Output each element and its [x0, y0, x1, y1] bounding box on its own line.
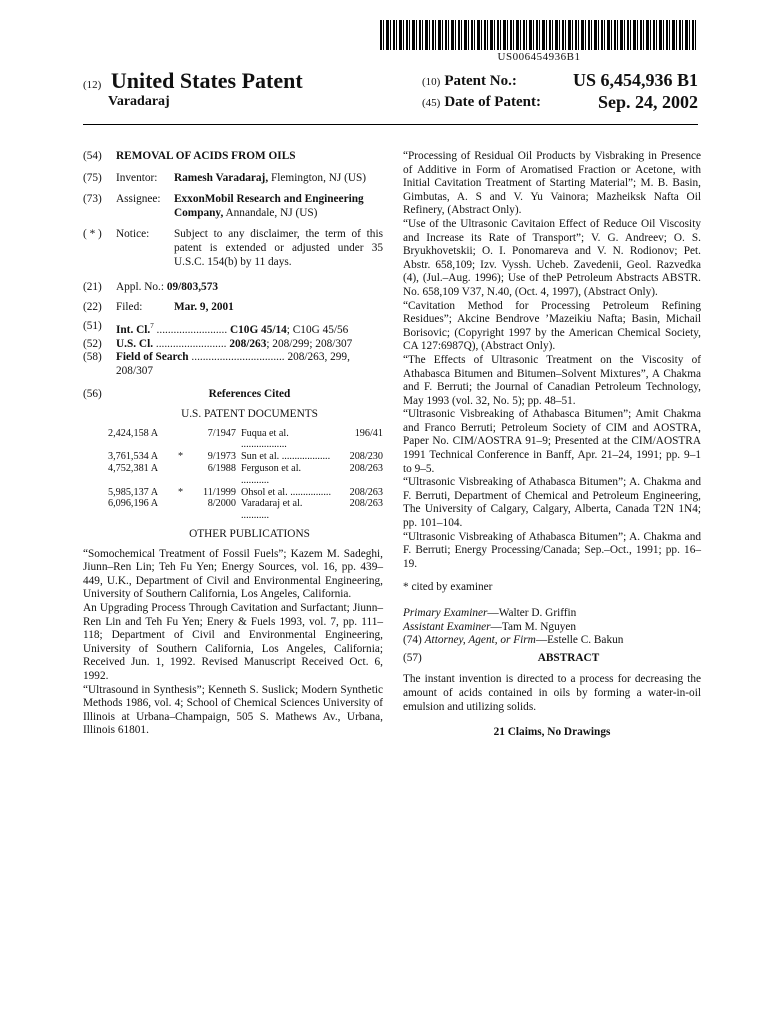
table-row: [108, 451, 383, 463]
search-field: [83, 351, 383, 378]
patent-date: Sep. 24, 2002: [597, 92, 698, 112]
field-label: Notice:: [116, 228, 150, 241]
ref-date: 8/2000: [207, 498, 236, 510]
ref-number: 5,985,137 A: [108, 486, 159, 498]
field-code: (52): [83, 337, 102, 350]
field-code: (22): [83, 300, 102, 313]
invention-title: REMOVAL OF ACIDS FROM OILS: [116, 150, 296, 162]
field-label: Appl. No.:: [116, 281, 165, 294]
field-code: (58): [83, 351, 102, 364]
ref-star: [178, 498, 196, 522]
document-title: [83, 68, 303, 94]
ref-name: Fuqua et al.: [241, 427, 289, 439]
field-code: (54): [83, 150, 102, 162]
leader-dots: .........................: [153, 337, 227, 350]
left-column: [83, 150, 383, 738]
patent-no-label: [422, 73, 517, 90]
intcl-primary: C10G 45/14: [229, 324, 287, 337]
right-column: [403, 150, 701, 740]
inventor-name: Ramesh Varadaraj,: [174, 171, 269, 184]
abstract-heading-row: [403, 652, 701, 666]
table-row: [108, 498, 383, 522]
publication-entry: “Processing of Residual Oil Products by Visbraking in Presence of Additive in Form of Aromatised Fraction or Acetone, with Initial Cavitation Treatment of Starting Material”; M. B. Basin, Gimbutas, A. S and V. Yu Vainora; Mazheiksk Nafta Oil Refinery, (Abstract Only).: [403, 150, 701, 217]
ref-number: 2,424,158 A: [108, 427, 159, 439]
us-patents-heading: U.S. PATENT DOCUMENTS: [181, 408, 318, 421]
abstract-text: The instant invention is directed to a process for decreasing the amount of acids contained in oils by forming a water-in-oil emulsion and utilizing solids.: [403, 673, 701, 713]
primary-examiner-name: —Walter D. Griffin: [487, 607, 577, 619]
ref-class: 208/263: [349, 486, 383, 498]
publication-entry: “Cavitation Method for Processing Petroleum Refining Residues”; Akcine Bendrove ’Mazeikiu Nafta; Basin, Michail Borisovic; (Copyright 1997 by the American Chemical Society, CA 127:6987Q), (Abstract Only).: [403, 299, 701, 353]
intcl-edition: 7: [150, 322, 154, 331]
ref-name: Ferguson et al.: [241, 463, 302, 475]
patent-no-label-text: Patent No.:: [444, 73, 517, 89]
assignee-field: [83, 193, 383, 220]
ref-name-cell: [241, 463, 331, 487]
ref-name-cell: [241, 498, 331, 522]
ref-class: 196/41: [354, 427, 383, 439]
notice-text: Subject to any disclaimer, the term of this patent is extended or adjusted under 35 U.S.C. 154(b) by 11 days.: [174, 228, 383, 268]
assignee-place: Annandale, NJ (US): [225, 206, 318, 219]
publication-entry: “Ultrasonic Visbreaking of Athabasca Bitumen”; A. Chakma and F. Berruti, Department of Chemical and Petroleum Engineering, The University of Calgary, Calgary, Alberta, Canada T2N 1N4; pp. 101–104.: [403, 476, 701, 530]
assistant-examiner-name: —Tam M. Nguyen: [490, 620, 577, 633]
field-label: Inventor:: [116, 171, 158, 184]
field-code: ( * ): [83, 228, 102, 241]
doc-title-text: United States Patent: [110, 68, 303, 93]
ref-number: 4,752,381 A: [108, 463, 159, 475]
ref-name: Sun et al.: [241, 451, 280, 463]
leader-dots: ..................: [241, 439, 287, 451]
inventor-surname: Varadaraj: [108, 94, 170, 109]
date-label-text: Date of Patent:: [444, 94, 541, 110]
ref-number: 3,761,534 A: [108, 451, 159, 463]
publication-entry: “Somochemical Treatment of Fossil Fuels”; Kazem M. Sadeghi, Jiunn–Ren Lin; Teh Fu Yen; Energy Sources, vol. 16, pp. 439–449, U.K., Department of Civil and Environmental Engineering, University of Southern California, Los Angeles, California.: [83, 547, 383, 601]
field-label: U.S. Cl.: [116, 337, 154, 350]
leader-dots: ...................: [279, 451, 331, 463]
publication-entry: “The Effects of Ultrasonic Treatment on the Viscosity of Athabasca Bitumen and Bitumen–Solvent Mixtures”, A Chakma and F. Berruti; the Journal of Canadian Petroleum Technology, May 1993 (vol. 32, No. 5); pp. 48–51.: [403, 353, 701, 407]
publication-entry: An Upgrading Process Through Cavitation and Surfactant; Jiunn–Ren Lin and Teh Fu Yen; Enery & Fuels 1993, vol. 7, pp. 111–118; Department of Civil and Environmental Engineering, University of Southern California, Los Angeles, California; Received Jun. 1, 1992. Revised Manuscript Received Oct. 6, 1992.: [83, 602, 383, 682]
inventor-field: [83, 172, 383, 186]
field-label: Filed:: [116, 300, 143, 313]
ref-date: 7/1947: [207, 427, 236, 439]
leader-dots: .................................: [188, 351, 285, 364]
field-code: (74): [403, 634, 422, 647]
ref-class: 208/263: [349, 463, 383, 475]
assignee-name: ExxonMobil Research and Engineering Company,: [174, 193, 364, 219]
uscl-field: [83, 338, 383, 352]
references-heading-row: [83, 388, 383, 402]
publication-entry: “Ultrasound in Synthesis”; Kenneth S. Suslick; Modern Synthetic Methods 1986, vol. 4; School of Chemical Sciences University of Illinois at Urbana–Champaign, 505 S. Mathews Av., Urbana, Illinois 61801.: [83, 683, 383, 737]
filed-field: [83, 301, 383, 315]
other-publications-heading: OTHER PUBLICATIONS: [189, 528, 310, 541]
header-rule: [83, 124, 698, 125]
ref-star: *: [178, 451, 184, 463]
publication-entry: “Ultrasonic Visbreaking of Athabasca Bitumen”; Amit Chakma and Franco Berruti; Petroleum Society of CIM and AOSTRA, Paper No. CIM/AOSTRA 91–9; Presented at the CIM/AOSTRA 1991 Technical Conference in Banff, Apr. 21–24, 1991; pp. 9–1 to 9–5.: [403, 408, 701, 475]
ref-name-cell: [241, 451, 331, 463]
primary-examiner: [403, 607, 701, 621]
table-row: [108, 428, 383, 452]
inventor-place: Flemington, NJ (US): [270, 171, 367, 184]
attorney-name: —Estelle C. Bakun: [535, 634, 624, 647]
ref-star: *: [178, 486, 184, 498]
abstract-heading: ABSTRACT: [537, 651, 600, 664]
date-label: [422, 94, 541, 111]
cited-note: * cited by examiner: [403, 581, 493, 594]
field-label: Field of Search: [116, 351, 189, 364]
leader-dots: ................: [287, 486, 331, 498]
claims-summary: 21 Claims, No Drawings: [493, 726, 611, 739]
filed-date: Mar. 9, 2001: [174, 300, 234, 313]
doc-code: (12): [83, 79, 102, 91]
attorney: [403, 634, 701, 648]
ref-date: 9/1973: [207, 451, 236, 463]
field-code: (75): [83, 171, 102, 184]
patent-number: US 6,454,936 B1: [572, 70, 698, 90]
ref-class: 208/230: [349, 451, 383, 463]
uscl-secondary: ; 208/299; 208/307: [266, 337, 353, 350]
field-code: (21): [83, 281, 102, 294]
ref-star: [178, 463, 196, 487]
assistant-examiner: [403, 621, 701, 635]
appl-field: [83, 281, 383, 295]
ref-name-cell: [241, 428, 331, 452]
appl-number: 09/803,573: [166, 281, 218, 294]
table-row: [108, 463, 383, 487]
barcode: [380, 20, 698, 50]
ref-date: 6/1988: [207, 463, 236, 475]
publication-entry: “Use of the Ultrasonic Cavitaion Effect of Reduce Oil Viscosity and Increase its Rate of Transport”; V. G. Andreev; O. S. Bryukhovetskii; O. I. Ponomareva and V. N. Rodionov; Pet. Abstr. 658,109; Izv. Vyssh. Ucheb. Zavedenii, Geol. Razvedka (4), (Jul.–Aug. 1996); Use of theP Petroleum Abstracts ABSTR. No. 658,109 V37, N.40, (Oct. 4, 1997), (Abstract Only).: [403, 217, 701, 298]
ref-name: Ohsol et al.: [241, 486, 288, 498]
field-label: Assignee:: [116, 193, 161, 206]
intcl-secondary: ; C10G 45/56: [286, 324, 349, 337]
ref-star: [178, 428, 196, 452]
date-code: (45): [422, 97, 441, 109]
reference-table: [83, 428, 383, 522]
primary-examiner-label: Primary Examiner: [403, 607, 488, 619]
ref-number: 6,096,196 A: [108, 498, 159, 510]
table-row: [108, 487, 383, 499]
references-heading: References Cited: [208, 388, 291, 401]
leader-dots: .........................: [153, 324, 228, 337]
ref-date: 11/1999: [202, 486, 236, 498]
field-code: (56): [83, 388, 102, 401]
ref-class: 208/263: [349, 498, 383, 510]
publication-entry: “Ultrasonic Visbreaking of Athabasca Bitumen”; A. Chakma and F. Berruti; Energy Processing/Canada; Sep.–Oct., 1991; pp. 16–19.: [403, 530, 701, 570]
intcl-field: [83, 320, 383, 337]
ref-name: Varadaraj et al.: [241, 498, 303, 510]
field-code: (73): [83, 193, 102, 206]
title-field: [83, 150, 383, 164]
uscl-primary: 208/263: [229, 337, 267, 350]
leader-dots: ...........: [241, 510, 270, 522]
field-label: Int. Cl.: [116, 324, 151, 337]
field-code: (57): [403, 651, 422, 664]
assistant-examiner-label: Assistant Examiner: [403, 620, 491, 633]
field-code: (51): [83, 320, 102, 333]
attorney-label: Attorney, Agent, or Firm: [424, 634, 536, 647]
publication-number: US006454936B1: [497, 51, 581, 63]
leader-dots: ...........: [241, 474, 270, 486]
patent-no-code: (10): [422, 76, 441, 88]
search-classes: 208/263, 299, 208/307: [116, 351, 350, 377]
ref-name-cell: [241, 487, 331, 499]
notice-field: [83, 228, 383, 269]
